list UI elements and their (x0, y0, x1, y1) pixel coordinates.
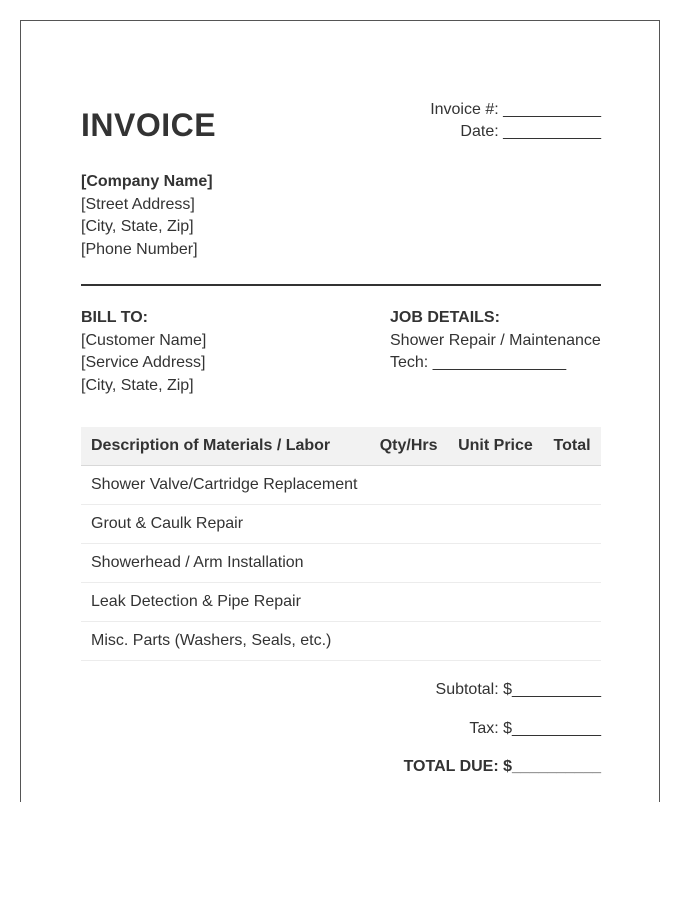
row-unit-price (448, 622, 543, 661)
subtotal-field: Subtotal: $__________ (435, 681, 601, 698)
row-unit-price (448, 505, 543, 544)
company-street: [Street Address] (81, 195, 195, 213)
customer-city: [City, State, Zip] (81, 376, 194, 394)
row-unit-price (448, 583, 543, 622)
table-row (81, 505, 601, 544)
company-city: [City, State, Zip] (81, 218, 194, 235)
tax-field: Tax: $__________ (469, 719, 601, 737)
row-qty (370, 544, 448, 583)
row-qty (370, 466, 448, 505)
invoice-title: INVOICE (81, 107, 217, 143)
company-phone: [Phone Number] (81, 240, 198, 258)
job-tech-field: Tech: _______________ (390, 354, 567, 371)
invoice-date-field: Date: ___________ (460, 123, 601, 140)
company-info (81, 171, 213, 261)
row-qty (370, 622, 448, 661)
table-row (81, 466, 601, 505)
row-total (544, 544, 602, 583)
totals-section (404, 677, 601, 793)
row-qty (370, 505, 448, 544)
job-service: Shower Repair / Maintenance (390, 331, 601, 349)
column-header-description: Description of Materials / Labor (81, 427, 370, 466)
header-divider (81, 284, 601, 286)
row-unit-price (448, 544, 543, 583)
row-description: Misc. Parts (Washers, Seals, etc.) (81, 622, 370, 661)
job-details-section (390, 307, 601, 375)
row-total (544, 622, 602, 661)
customer-name: [Customer Name] (81, 331, 207, 349)
row-unit-price (448, 466, 543, 505)
bill-to-heading: BILL TO: (81, 309, 148, 326)
total-due-field: TOTAL DUE: $__________ (403, 758, 601, 775)
table-row (81, 544, 601, 583)
job-details-heading: JOB DETAILS: (390, 309, 500, 326)
row-description: Grout & Caulk Repair (81, 505, 370, 544)
column-header-unit-price: Unit Price (448, 427, 543, 466)
line-items-table (81, 427, 601, 661)
row-description: Showerhead / Arm Installation (81, 544, 370, 583)
bill-to-section (81, 307, 206, 397)
service-address: [Service Address] (81, 354, 206, 371)
row-total (544, 583, 602, 622)
company-name: [Company Name] (81, 173, 213, 190)
row-total (544, 466, 602, 505)
column-header-total: Total (544, 427, 602, 466)
row-qty (370, 583, 448, 622)
invoice-meta (430, 99, 601, 143)
row-total (544, 505, 602, 544)
table-row (81, 622, 601, 661)
row-description: Leak Detection & Pipe Repair (81, 583, 370, 622)
invoice-number-field: Invoice #: ___________ (430, 101, 601, 118)
table-row (81, 583, 601, 622)
table-header-row (81, 427, 601, 466)
column-header-qty: Qty/Hrs (370, 427, 448, 466)
row-description: Shower Valve/Cartridge Replacement (81, 466, 370, 505)
invoice-page (20, 20, 660, 802)
